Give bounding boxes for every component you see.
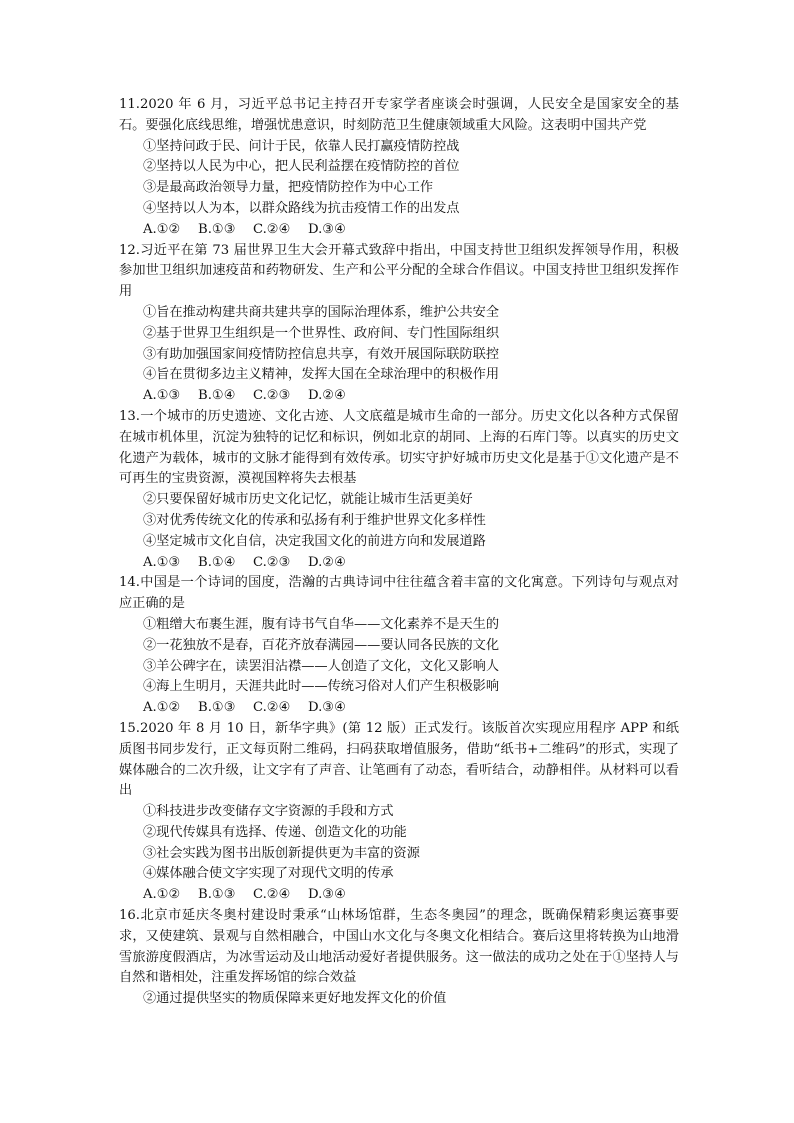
question-stem: 12.习近平在第 73 届世界卫生大会开幕式致辞中指出，中国支持世卫组织发挥领导作用，积极参加世卫组织加速疫苗和药物研发、生产和公平分配的全球合作倡议。中国支持世卫组织发挥作用 [119, 242, 679, 300]
choice-d: D.③④ [308, 221, 346, 237]
choice-a: A.①② [143, 221, 181, 237]
option: ③有助加强国家间疫情防控信息共享，有效开展国际联防联控 [143, 346, 500, 362]
answer-choices [119, 698, 679, 719]
option: ②现代传媒具有选择、传递、创造文化的功能 [143, 824, 407, 840]
option: ④媒体融合使文字实现了对现代文明的传承 [143, 866, 394, 882]
option: ①粗缯大布裹生涯，腹有诗书气自华——文化素养不是天生的 [143, 616, 500, 632]
choice-b: B.①③ [198, 221, 236, 237]
question-13 [119, 407, 679, 573]
choice-a: A.①② [143, 887, 181, 903]
question-12 [119, 241, 679, 407]
choice-a: A.①③ [143, 554, 181, 570]
choice-d: D.③④ [308, 700, 346, 716]
option: ②只要保留好城市历史文化记忆，就能让城市生活更美好 [143, 492, 473, 508]
option: ③社会实践为图书出版创新提供更为丰富的资源 [143, 845, 420, 861]
answer-choices [119, 386, 679, 407]
choice-c: C.②④ [253, 221, 291, 237]
question-stem: 11.2020 年 6 月，习近平总书记主持召开专家学者座谈会时强调，人民安全是国家安全的基石。要强化底线思维，增强忧患意识，时刻防范卫生健康领域重大风险。这表明中国共产党 [119, 97, 679, 133]
choice-d: D.②④ [308, 554, 346, 570]
choice-c: C.②④ [253, 887, 291, 903]
exam-page [119, 95, 679, 1010]
option: ④坚定城市文化自信，决定我国文化的前进方向和发展道路 [143, 533, 486, 549]
answer-choices [119, 885, 679, 906]
option: ③羊公碑字在，读罢泪沾襟——人创造了文化，文化又影响人 [143, 658, 500, 674]
choice-d: D.②④ [308, 388, 346, 404]
option: ④坚持以人为本，以群众路线为抗击疫情工作的出发点 [143, 200, 460, 216]
choice-b: B.①④ [198, 388, 236, 404]
choice-b: B.①③ [198, 700, 236, 716]
answer-choices [119, 220, 679, 241]
question-16 [119, 906, 679, 1010]
answer-choices [119, 553, 679, 574]
option: ②一花独放不是春，百花齐放春满园——要认同各民族的文化 [143, 637, 500, 653]
question-stem: 14.中国是一个诗词的国度，浩瀚的古典诗词中往往蕴含着丰富的文化寓意。下列诗句与观点对应正确的是 [119, 575, 679, 612]
question-stem: 15.2020 年 8 月 10 日，新华字典》(第 12 版）正式发行。该版首次实现应用程序 APP 和纸质图书同步发行，正文每页附二维码，扫码获取增值服务，借助“纸书+二维码”的形式，实现了媒体融合的二次升级，让文字有了声音、让笔画有了动态，看听结合，动静相伴。从材料可以看出 [119, 720, 679, 799]
option: ②通过提供坚实的物质保障来更好地发挥文化的价值 [143, 991, 447, 1007]
option: ①旨在推动构建共商共建共享的国际治理体系，维护公共安全 [143, 304, 500, 320]
question-15 [119, 719, 679, 906]
option: ④旨在贯彻多边主义精神，发挥大国在全球治理中的积极作用 [143, 367, 500, 383]
question-14 [119, 573, 679, 719]
choice-c: C.②③ [253, 388, 291, 404]
option: ③对优秀传统文化的传承和弘扬有利于维护世界文化多样性 [143, 512, 486, 528]
question-stem: 16.北京市延庆冬奥村建设时秉承“山林场馆群，生态冬奥园”的理念，既确保精彩奥运赛事要求，又使建筑、景观与自然相融合，中国山水文化与冬奥文化相结合。赛后这里将转换为山地滑雪旅游度假酒店，为冰雪运动及山地活动爱好者提供服务。这一做法的成功之处在于①坚持人与自然和谐相处，注重发挥场馆的综合效益 [119, 908, 679, 986]
question-stem: 13.一个城市的历史遗迹、文化古迹、人文底蕴是城市生命的一部分。历史文化以各种方式保留在城市机体里，沉淀为独特的记忆和标识，例如北京的胡同、上海的石库门等。以真实的历史文化遗产为载体，城市的文脉才能得到有效传承。切实守护好城市历史文化是基于①文化遗产是不可再生的宝贵资源，漠视国粹将失去根基 [119, 408, 679, 487]
choice-b: B.①③ [198, 887, 236, 903]
option: ③是最高政治领导力量，把疫情防控作为中心工作 [143, 180, 434, 196]
option: ②基于世界卫生组织是一个世界性、政府间、专门性国际组织 [143, 325, 500, 341]
option: ④海上生明月，天涯共此时——传统习俗对人们产生积极影响 [143, 679, 500, 695]
choice-c: C.②③ [253, 554, 291, 570]
option: ①科技进步改变储存文字资源的手段和方式 [143, 804, 394, 820]
choice-d: D.③④ [308, 887, 346, 903]
choice-c: C.②④ [253, 700, 291, 716]
option: ②坚持以人民为中心，把人民利益摆在疫情防控的首位 [143, 159, 460, 175]
choice-b: B.①④ [198, 554, 236, 570]
option: ①坚持问政于民、问计于民，依靠人民打赢疫情防控战 [143, 138, 460, 154]
choice-a: A.①③ [143, 388, 181, 404]
choice-a: A.①② [143, 700, 181, 716]
question-11 [119, 95, 679, 241]
